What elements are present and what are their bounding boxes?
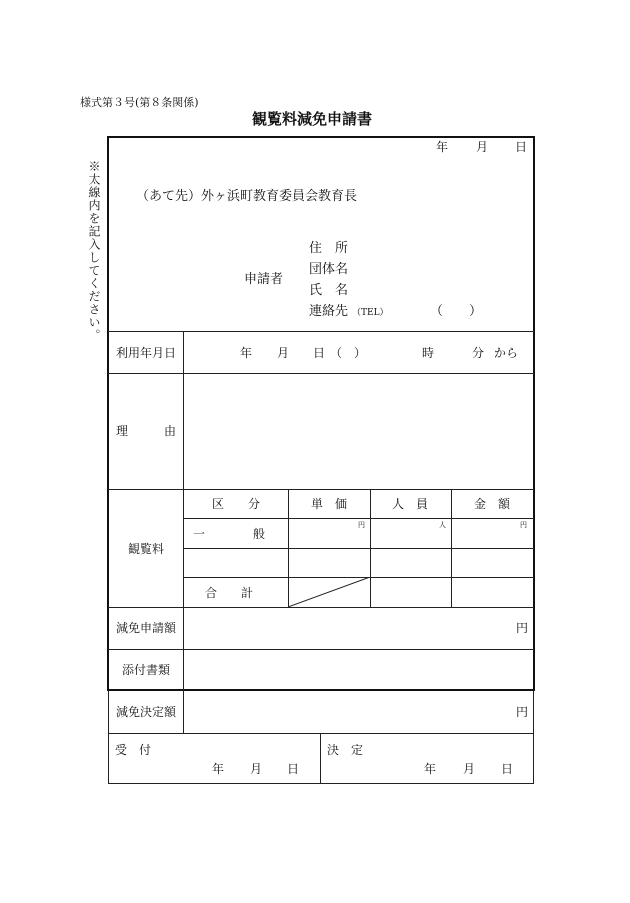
fee-total-label: 合 計 <box>205 586 254 600</box>
fee-line-1 <box>183 518 534 519</box>
outer-right-line <box>533 690 534 784</box>
applicant-tel-label: （TEL） <box>352 308 389 318</box>
applicant-label: 申請者 <box>244 272 284 287</box>
reception-decision-divider <box>320 733 321 784</box>
exemption-request-unit: 円 <box>516 621 529 635</box>
row-line-4 <box>108 607 534 608</box>
date-day: 日 <box>515 140 528 154</box>
applicant-contact-label: 連絡先 <box>309 304 349 319</box>
form-number: 様式第３号(第８条関係) <box>80 96 199 109</box>
fee-unit-person: 人 <box>439 521 446 529</box>
reception-year: 年 <box>212 762 225 776</box>
decision-month: 月 <box>463 762 476 776</box>
fee-total-diagonal <box>288 577 371 607</box>
exemption-decision-label: 減免決定額 <box>116 705 177 719</box>
fee-line-2 <box>183 548 534 549</box>
fee-unit-yen-1: 円 <box>358 521 365 529</box>
usage-month: 月 <box>277 346 290 360</box>
page-title: 観覧料減免申請書 <box>252 110 373 128</box>
exemption-decision-unit: 円 <box>516 705 529 719</box>
row-line-1 <box>108 331 534 332</box>
applicant-name-label: 氏 名 <box>309 283 349 298</box>
fee-unit-yen-2: 円 <box>520 521 527 529</box>
usage-minute: 分 <box>472 346 485 360</box>
applicant-tel-paren: （ ） <box>430 304 483 319</box>
usage-date-label: 利用年月日 <box>116 346 177 360</box>
fee-col-persons: 人 員 <box>392 497 429 511</box>
label-column-divider <box>183 331 184 690</box>
addressee: （あて先）外ヶ浜町教育委員会教育長 <box>136 189 358 204</box>
fee-col-unit-price: 単 価 <box>311 497 348 511</box>
usage-hour: 時 <box>422 346 435 360</box>
applicant-address-label: 住 所 <box>309 241 349 256</box>
label-column-divider-bottom <box>183 690 184 733</box>
fee-col-line-3 <box>451 489 452 607</box>
reception-month: 月 <box>250 762 263 776</box>
row-line-5 <box>108 649 534 650</box>
usage-from: から <box>494 346 519 360</box>
row-line-2 <box>108 373 534 374</box>
fee-col-amount: 金 額 <box>474 497 511 511</box>
usage-day: 日 <box>313 346 326 360</box>
applicant-group-label: 団体名 <box>309 262 349 277</box>
decision-year: 年 <box>424 762 437 776</box>
row-line-6 <box>108 733 534 734</box>
usage-weekday: （ ） <box>330 346 367 360</box>
exemption-request-label: 減免申請額 <box>116 621 177 635</box>
attachments-label: 添付書類 <box>122 663 171 677</box>
side-note: ※太線内を記入してください。 <box>87 160 101 342</box>
fee-general-label: 一 般 <box>193 527 266 541</box>
date-year: 年 <box>436 140 449 154</box>
outer-bottom-line <box>108 783 534 784</box>
date-month: 月 <box>476 140 489 154</box>
decision-label: 決 定 <box>327 743 364 757</box>
fee-label: 観覧料 <box>128 542 165 556</box>
fee-col-category: 区 分 <box>212 497 261 511</box>
decision-day: 日 <box>501 762 514 776</box>
reception-label: 受 付 <box>115 743 152 757</box>
outer-left-line <box>108 690 109 784</box>
row-line-3 <box>108 489 534 490</box>
usage-year: 年 <box>240 346 253 360</box>
reception-day: 日 <box>287 762 300 776</box>
reason-label: 理 由 <box>116 424 177 438</box>
